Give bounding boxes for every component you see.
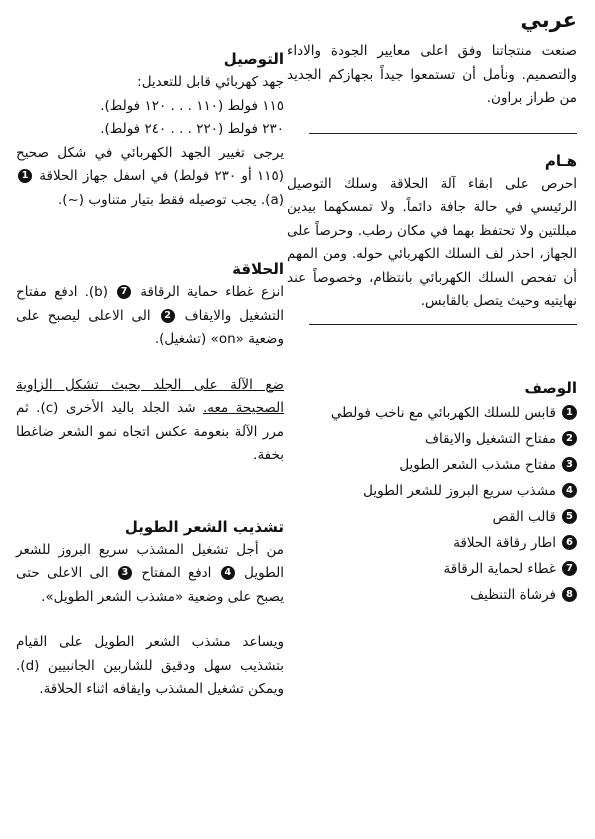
number-badge: 8 [562, 587, 577, 602]
language-title: عربي [520, 8, 577, 32]
shaving-paragraph-1: انزع غطاء حماية الرقاقة 7 (b). ادفع مفتاح التشغيل والايقاف 2 الى الاعلى ليصبح على وضعية «on» (تشغيل). [16, 284, 284, 347]
left-column [16, 50, 284, 702]
intro-paragraph: صنعت منتجاتنا وفق اعلى معايير الجودة والاداء والتصميم. ونأمل أن تستمعوا جيداً بجهازكم الجديد من طراز براون. [287, 43, 577, 106]
number-badge: 5 [562, 509, 577, 524]
number-badge: 2 [161, 309, 175, 323]
underlined-instruction: ضع الآلة على الجلد بحيث تشكل الزاوية الصحيحة معه. [16, 376, 284, 416]
connection-voltage-label: جهد كهربائي قابل للتعديل: [137, 74, 284, 90]
list-item: 5 قالب القص [287, 504, 577, 530]
list-item: 1 قابس للسلك الكهربائي مع ناخب فولطي [287, 400, 577, 426]
number-badge: 4 [562, 483, 577, 498]
number-badge: 1 [562, 405, 577, 420]
list-item: 7 غطاء لحماية الرقاقة [287, 556, 577, 582]
trimming-heading: تشذيب الشعر الطويل [124, 517, 284, 536]
number-badge: 2 [562, 431, 577, 446]
important-heading: هـام [544, 151, 577, 170]
shaving-paragraph-2: ضع الآلة على الجلد بحيث تشكل الزاوية الصحيحة معه. شد الجلد باليد الأخرى (c). ثم مرر الآلة بنعومة عكس اتجاه نمو الشعر ضاغطا بخفة. [16, 376, 284, 463]
list-item: 2 مفتاح التشغيل والايقاف [287, 426, 577, 452]
list-item: 6 اطار رقاقة الحلاقة [287, 530, 577, 556]
parts-list [287, 400, 577, 608]
trimming-section [16, 518, 284, 702]
number-badge: 3 [562, 457, 577, 472]
trimming-paragraph-1: من أجل تشغيل المشذب سريع البروز للشعر الطويل 4 ادفع المفتاح 3 الى الاعلى حتى يصبح على وضعية «مشذب الشعر الطويل». [16, 541, 284, 605]
trimming-paragraph-2: ويساعد مشذب الشعر الطويل على القيام بتشذيب سهل ودقيق للشاربين الجانبيين (d). ويمكن تشغيل المشذب وايقافه اثناء الحلاقة. [16, 634, 284, 697]
connection-voltage-115: ١١٥ فولط (١١٠ . . . ١٢٠ فولط). [100, 97, 284, 114]
connection-heading: التوصيل [223, 50, 284, 68]
number-badge: 1 [18, 169, 32, 183]
number-badge: 7 [562, 561, 577, 576]
number-badge: 6 [562, 535, 577, 550]
list-item: 8 فرشاة التنظيف [287, 582, 577, 608]
number-badge: 7 [117, 285, 131, 299]
connection-paragraph: يرجى تغيير الجهد الكهربائي في شكل صحيح (١١٥ أو ٢٣٠ فولط) في اسفل جهاز الحلاقة 1 (a). يجب توصيله فقط بتيار متناوب (~). [16, 144, 284, 208]
divider-bottom [309, 324, 577, 325]
shaving-heading: الحلاقة [232, 260, 284, 278]
shaving-section [16, 260, 284, 468]
right-column [287, 8, 577, 608]
important-paragraph: احرص على ابقاء آلة الحلاقة وسلك التوصيل الرئيسي في حالة جافة دائماً. ولا تمسكهما بيدين مبللتين ولا تحتفظ بهما في مكان رطب. وحرصاً على الجهاز، احذر لف السلك الكهربائي حوله. ومن المهم أن تفحص السلك الكهربائي بانتظام، وخصوصاً عند نهايتيه وحيث يتصل بالقابس. [287, 175, 577, 309]
description-heading: الوصف [524, 378, 577, 397]
number-badge: 4 [221, 566, 235, 580]
list-item: 4 مشذب سريع البروز للشعر الطويل [287, 478, 577, 504]
number-badge: 3 [118, 566, 132, 580]
list-item: 3 مفتاح مشذب الشعر الطويل [287, 452, 577, 478]
connection-voltage-230: ٢٣٠ فولط (٢٢٠ . . . ٢٤٠ فولط). [100, 121, 284, 137]
divider-top [309, 133, 577, 134]
